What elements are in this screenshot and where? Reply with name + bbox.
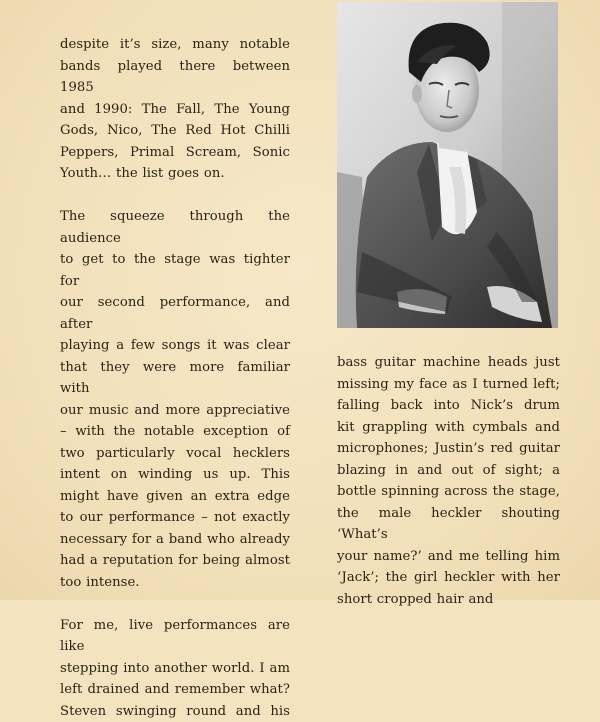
text-line: short cropped hair and [337, 589, 560, 611]
paragraph-gap [60, 185, 290, 207]
text-line: microphones; Justin’s red guitar [337, 438, 560, 460]
text-line: necessary for a band who already [60, 529, 290, 551]
text-line: might have given an extra edge [60, 486, 290, 508]
text-line: despite it’s size, many notable [60, 34, 290, 56]
paragraph-gap [60, 593, 290, 615]
text-line: For me, live performances are like [60, 615, 290, 658]
text-line: Youth… the list goes on. [60, 163, 290, 185]
text-line: The squeeze through the audience [60, 206, 290, 249]
text-line: bottle spinning across the stage, [337, 481, 560, 503]
text-line: falling back into Nick’s drum [337, 395, 560, 417]
text-line: Steven swinging round and his [60, 701, 290, 722]
text-line: bass guitar machine heads just [337, 352, 560, 374]
text-line: blazing in and out of sight; a [337, 460, 560, 482]
text-line: two particularly vocal hecklers [60, 443, 290, 465]
text-line: left drained and remember what? [60, 679, 290, 701]
text-line: – with the notable exception of [60, 421, 290, 443]
portrait-photo-icon [337, 2, 558, 328]
text-line: and 1990: The Fall, The Young [60, 99, 290, 121]
text-line: playing a few songs it was clear [60, 335, 290, 357]
text-line: bands played there between 1985 [60, 56, 290, 99]
text-line: to our performance – not exactly [60, 507, 290, 529]
text-line: the male heckler shouting ‘What’s [337, 503, 560, 546]
text-line: our music and more appreciative [60, 400, 290, 422]
text-line: our second performance, and after [60, 292, 290, 335]
text-line: Peppers, Primal Scream, Sonic [60, 142, 290, 164]
text-line: had a reputation for being almost [60, 550, 290, 572]
text-line: to get to the stage was tighter for [60, 249, 290, 292]
left-text-column [60, 34, 290, 722]
right-text-column [337, 352, 560, 610]
text-line: missing my face as I turned left; [337, 374, 560, 396]
text-line: stepping into another world. I am [60, 658, 290, 680]
text-line: ‘Jack’; the girl heckler with her [337, 567, 560, 589]
text-line: that they were more familiar with [60, 357, 290, 400]
text-line: kit grappling with cymbals and [337, 417, 560, 439]
text-line: Gods, Nico, The Red Hot Chilli [60, 120, 290, 142]
text-line: intent on winding us up. This [60, 464, 290, 486]
text-line: your name?’ and me telling him [337, 546, 560, 568]
text-line: too intense. [60, 572, 290, 594]
